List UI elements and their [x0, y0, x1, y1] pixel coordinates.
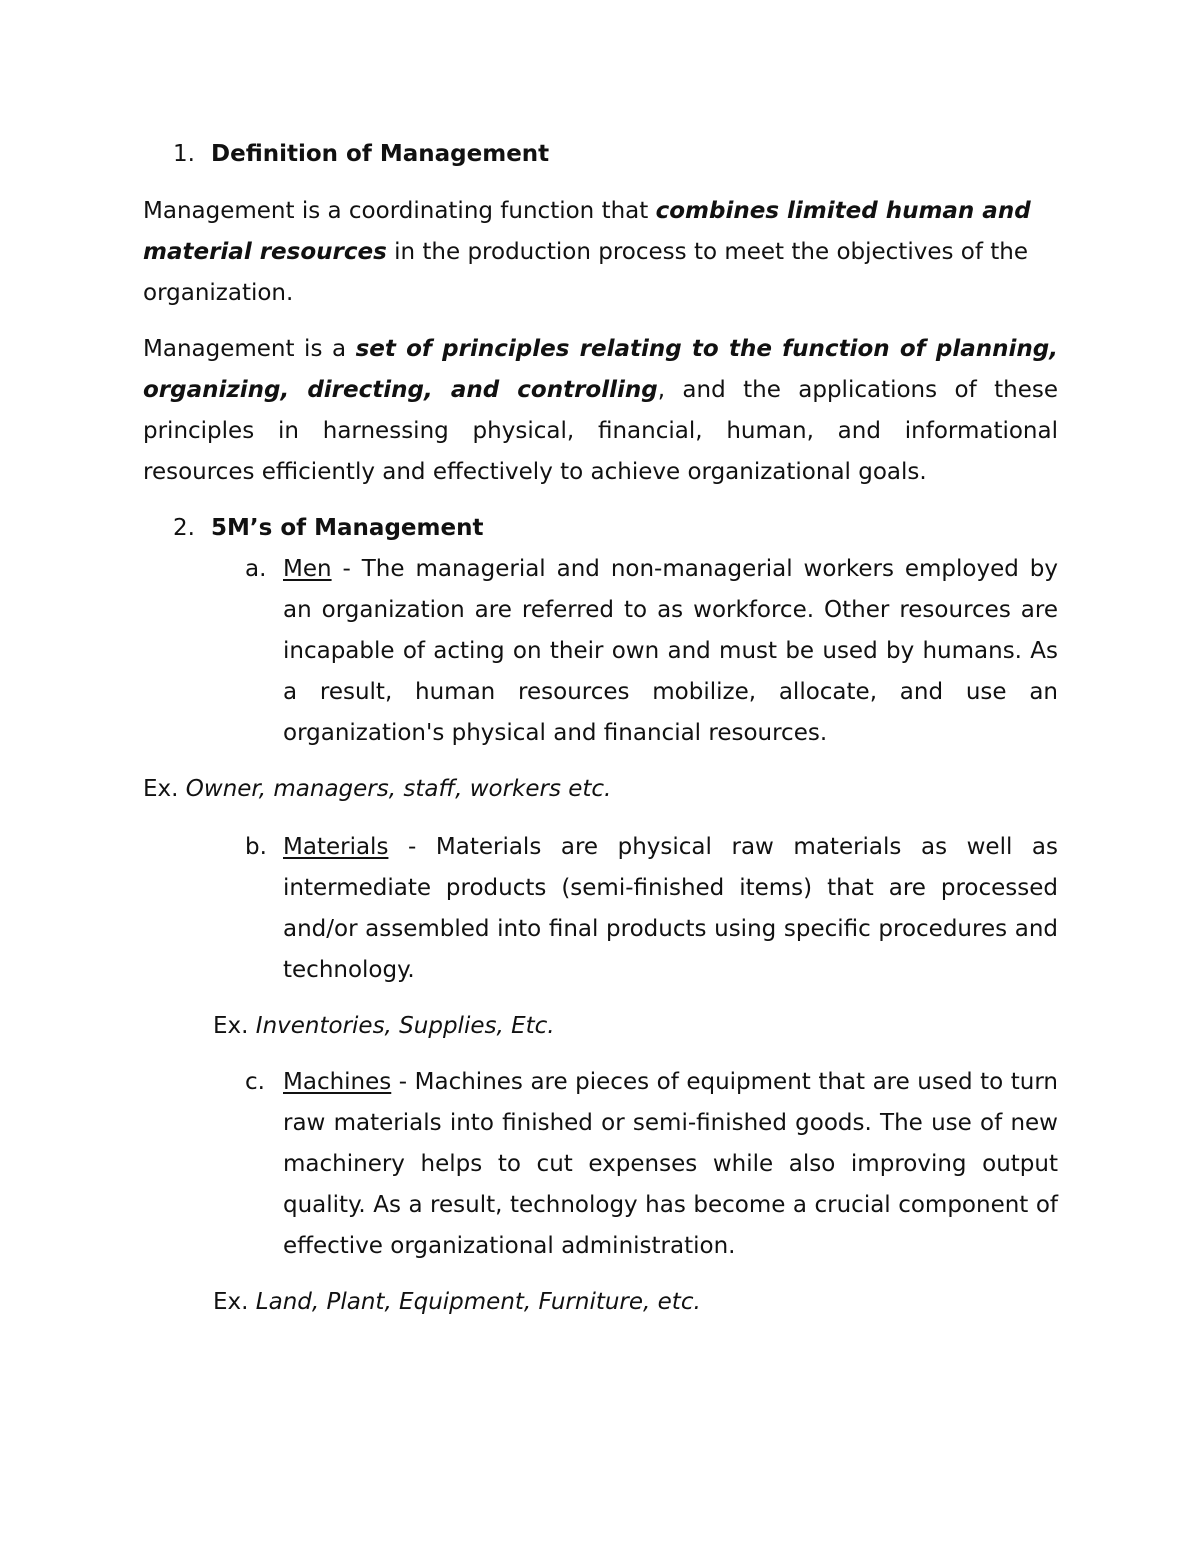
- item-description: Materials are physical raw materials as well as intermediate products (semi-finished items) that are processed and/or assembled into final products using specific procedures and technology.: [283, 834, 1059, 983]
- example-materials: [143, 1006, 1058, 1047]
- example-label: Ex.: [213, 1013, 249, 1039]
- list-item-letter: a.: [245, 556, 267, 582]
- definition-paragraph-2: [143, 329, 1058, 493]
- term-men: Men: [283, 556, 332, 582]
- list-item-materials: [143, 827, 1058, 991]
- section-1-number: 1.: [173, 141, 195, 167]
- list-item-machines: [143, 1062, 1058, 1267]
- section-2-title: 5M’s of Management: [211, 515, 484, 541]
- list-item-letter: b.: [245, 834, 267, 860]
- term-separator: -: [388, 834, 436, 860]
- definition-paragraph-1: [143, 191, 1058, 314]
- list-item-men: [143, 549, 1058, 754]
- section-1-title: Definition of Management: [211, 141, 550, 167]
- example-men: [143, 769, 1058, 810]
- example-label: Ex.: [143, 776, 179, 802]
- section-2-number: 2.: [173, 515, 195, 541]
- definition-2-emphasis: set of principles relating to the function of planning, organizing, directing, and controlling: [143, 336, 1058, 403]
- item-description: The managerial and non-managerial workers employed by an organization are referred to as workforce. Other resources are incapable of acting on their own and must be used by humans. As a result, human resources mobilize, allocate, and use an organization's physical and financial resources.: [283, 556, 1058, 746]
- section-1-heading: [143, 134, 1058, 175]
- example-value: Inventories, Supplies, Etc.: [255, 1013, 555, 1039]
- example-machines: [143, 1282, 1058, 1323]
- term-separator: -: [391, 1069, 415, 1095]
- item-description: Machines are pieces of equipment that are used to turn raw materials into finished or semi-finished goods. The use of new machinery helps to cut expenses while also improving output quality. As a result, technology has become a crucial component of effective organizational administration.: [283, 1069, 1058, 1259]
- section-2-heading: [143, 508, 1058, 549]
- example-value: Land, Plant, Equipment, Furniture, etc.: [255, 1289, 701, 1315]
- example-label: Ex.: [213, 1289, 249, 1315]
- definition-1-after: in the production process to meet the objectives of the organization.: [143, 239, 1028, 306]
- definition-2-before: Management is a: [143, 336, 356, 362]
- term-materials: Materials: [283, 834, 389, 860]
- definition-1-before: Management is a coordinating function that: [143, 198, 656, 224]
- example-value: Owner, managers, staff, workers etc.: [185, 776, 612, 802]
- definition-1-emphasis: combines limited human and material resources: [143, 198, 1031, 265]
- document-body: [143, 134, 1058, 1323]
- list-item-letter: c.: [245, 1069, 265, 1095]
- term-machines: Machines: [283, 1069, 392, 1095]
- definition-2-after: , and the applications of these principles in harnessing physical, financial, human, and informational resources efficiently and effectively to achieve organizational goals.: [143, 377, 1058, 485]
- term-separator: -: [331, 556, 362, 582]
